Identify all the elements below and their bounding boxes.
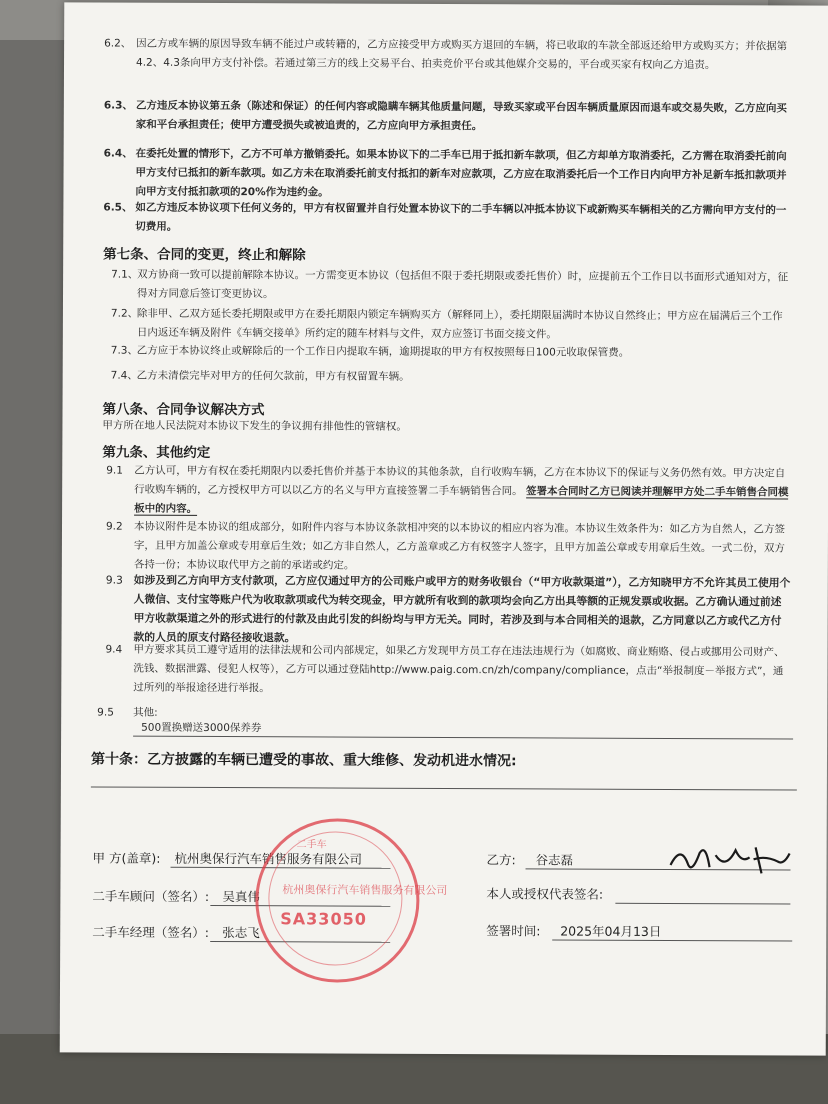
advisor-value: 吴真伟 — [222, 889, 260, 905]
clause-9-5-number: 9.5 — [97, 706, 114, 719]
section-9-heading: 第九条、其他约定 — [102, 444, 211, 461]
stamp-company-text: 杭州奥保行汽车销售服务有限公司 — [282, 883, 448, 898]
party-a-label: 甲 方(盖章): — [92, 850, 161, 866]
advisor-label: 二手车顾问（签名）: — [92, 888, 210, 904]
clause-number: 6.4、 — [103, 147, 133, 160]
clause-text: 乙方应于本协议终止或解除后的一个工作日内提取车辆，逾期提取的甲方有权按照每日100元收取保管费。 — [136, 344, 630, 359]
clause-6-5 — [103, 199, 793, 240]
party-a-value: 杭州奥保行汽车销售服务有限公司 — [174, 850, 363, 867]
date-label: 签署时间: — [486, 923, 541, 939]
clause-text: 乙方未清偿完毕对甲方的任何欠款前，甲方有权留置车辆。 — [136, 369, 410, 383]
clause-number: 6.2、 — [104, 37, 132, 50]
party-b-label: 乙方: — [486, 852, 516, 868]
clause-7-3 — [111, 342, 793, 364]
clause-9-2 — [106, 518, 792, 578]
clause-note: 签署本合同时乙方已阅读并理解甲方处二手车销售合同模板中的内容。 — [134, 485, 789, 515]
date-line — [552, 939, 792, 941]
stamp-code: SA33050 — [280, 909, 367, 929]
clause-number: 9.4 — [105, 643, 123, 656]
section-8-text: 甲方所在地人民法院对本协议下发生的争议拥有排他性的管辖权。 — [102, 419, 407, 433]
section-10-line — [91, 786, 797, 790]
clause-number: 7.1、 — [111, 268, 139, 281]
manager-label: 二手车经理（签名）: — [92, 924, 209, 940]
clause-9-1 — [106, 462, 792, 522]
clause-6-3 — [104, 97, 794, 138]
clause-text: 双方协商一致可以提前解除本协议。一方需变更本协议（包括但不限于委托期限或委托售价）时，应提前五个工作日以书面形式通知对方，征得对方同意后签订变更协议。 — [136, 268, 789, 301]
stamp-top-text: 二手车 — [296, 839, 327, 851]
clause-number: 7.3、 — [110, 344, 139, 357]
company-stamp — [255, 818, 448, 983]
clause-7-1 — [111, 266, 793, 307]
clause-text: 在委托处置的情形下，乙方不可单方撤销委托。如果本协议下的二手车已用于抵扣新车款项，但乙方却单方取消委托，乙方需在取消委托前向甲方支付已抵扣的新车款项。如乙方未在取消委托前支付抵扣的新车对应款项，乙方应在取消委托后一个工作日内向甲方补足新车抵扣款项并向甲方支付抵扣款项的20%作为违约金。 — [135, 147, 787, 199]
clause-7-4 — [111, 367, 793, 389]
clause-text: 如乙方违反本协议项下任何义务的，甲方有权留置并自行处置本协议下的二手车辆以冲抵本协议下或新购买车辆相关的乙方需向甲方支付的一切费用。 — [135, 201, 787, 233]
stamp-inner-ring — [268, 831, 403, 966]
representative-label: 本人或授权代表签名: — [486, 886, 604, 902]
clause-7-2 — [111, 305, 793, 346]
section-8-heading: 第八条、合同争议解决方式 — [102, 401, 265, 419]
date-value: 2025年04月13日 — [560, 923, 662, 939]
clause-6-2 — [104, 35, 794, 76]
handwritten-signature — [665, 835, 795, 886]
clause-9-5-label: 其他: — [133, 706, 158, 719]
clause-number: 7.4、 — [110, 369, 138, 382]
clause-text: 本协议附件是本协议的组成部分，如附件内容与本协议条款相冲突的以本协议的相应内容为准。本协议生效条件为：如乙方为自然人，乙方签字，且甲方加盖公章或专用章后生效；如乙方非自然人，乙方盖章或乙方有权签字人签字，且甲方加盖公章或专用章后生效。一式二份，双方各持一份；本协议取代甲方之前的承诺或约定。 — [133, 520, 786, 572]
clause-9-4 — [105, 641, 791, 701]
clause-number: 6.5、 — [103, 201, 133, 214]
clause-number: 6.3、 — [103, 99, 133, 112]
clause-text: 如涉及到乙方向甲方支付款项，乙方应仅通过甲方的公司账户或甲方的财务收银台（“甲方收款渠道”），乙方知晓甲方不允许其员工使用个人微信、支付宝等账户代为收取款项或代为转交现金，甲方就所有收到的款项均会向乙方出具等额的正规发票或收据。乙方确认通过前述甲方收款渠道之外的形式进行的付款及由此引发的纠纷均与甲方无关。同时，若涉及到与本合同相关的退款，乙方同意以乙方或代乙方付款的人员的原支付路径接收退款。 — [133, 573, 791, 645]
clause-number: 9.3 — [105, 573, 123, 587]
section-10-heading: 第十条：乙方披露的车辆已遭受的事故、重大维修、发动机进水情况: — [90, 751, 517, 770]
contract-page — [60, 2, 828, 1055]
clause-6-4 — [103, 145, 793, 205]
clause-text: 除非甲、乙双方延长委托期限或甲方在委托期限内锁定车辆购买方（解释同上），委托期限届满时本协议自然终止；甲方应在届满后三个工作日内返还车辆及附件《车辆交接单》所约定的随车材料与文件，双方应签订书面交接文件。 — [136, 307, 783, 341]
representative-line — [615, 903, 790, 905]
party-b-value: 谷志磊 — [535, 852, 574, 868]
clause-text: 因乙方或车辆的原因导致车辆不能过户或转籍的，乙方应接受甲方或购买方退回的车辆，将已收取的车款全部返还给甲方或购买方；并依据第4.2、4.3条向甲方支付补偿。若通过第三方的线上交易平台、拍卖竞价平台或其他媒介交易的，平台或买家有权向乙方追责。 — [136, 37, 788, 72]
clause-9-3 — [105, 571, 791, 650]
clause-number: 9.1 — [106, 464, 123, 477]
clause-text: 乙方认可，甲方有权在委托期限内以委托售价并基于本协议的其他条款，自行收购车辆，乙方在本协议下的保证与义务仍然有效。甲方决定自行收购车辆的，乙方授权甲方可以以乙方的名义与甲方直接签署二手车辆销售合同。 — [134, 464, 786, 498]
clause-text: 甲方要求其员工遵守适用的法律法规和公司内部规定，如果乙方发现甲方员工存在违法违规行为（如腐败、商业贿赂、侵占或挪用公司财产、洗钱、数据泄露、侵犯人权等），乙方可以通过登陆http://www.paig.com.cn/zh/company/compliance，点击“举报制度－举报方式”，通过所列的举报途径进行举报。 — [133, 643, 785, 695]
clause-number: 9.2 — [105, 520, 123, 533]
clause-9-5-value: 500置换赠送3000保养券 — [141, 721, 262, 735]
section-7-heading: 第七条、合同的变更，终止和解除 — [103, 246, 306, 264]
clause-text: 乙方违反本协议第五条（陈述和保证）的任何内容或隐瞒车辆其他质量问题，导致买家或平台因车辆质量原因而退车或交易失败，乙方应向买家和平台承担责任；使甲方遭受损失或被追责的，乙方应向甲方承担责任。 — [135, 99, 787, 133]
manager-value: 张志飞 — [222, 925, 260, 941]
clause-number: 7.2、 — [110, 307, 139, 320]
